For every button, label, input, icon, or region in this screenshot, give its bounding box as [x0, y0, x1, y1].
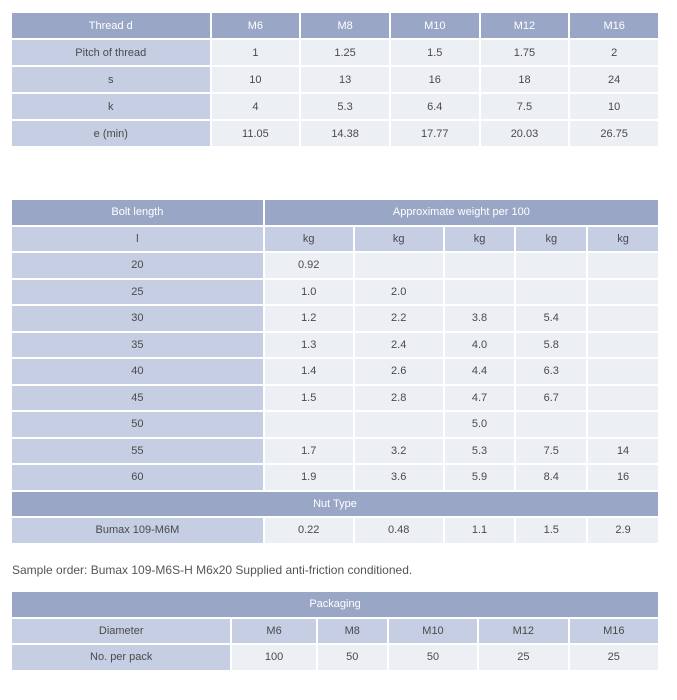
table-cell: 1.2 — [265, 306, 353, 331]
nut-label: Bumax 109-M6M — [12, 518, 263, 543]
table-cell: 4.4 — [445, 359, 515, 384]
table-cell — [516, 412, 586, 437]
nut-type-header: Nut Type — [12, 492, 658, 517]
table-cell: 1.3 — [265, 333, 353, 358]
table-cell — [265, 412, 353, 437]
table-cell: 26.75 — [570, 121, 658, 146]
table-cell — [588, 280, 658, 305]
unit-label: kg — [265, 227, 353, 252]
table-cell: 1.1 — [445, 518, 515, 543]
table-cell: 50 — [389, 645, 477, 670]
table-row — [12, 306, 658, 331]
table-cell: 7.5 — [516, 439, 586, 464]
row-label: Pitch of thread — [12, 40, 210, 65]
bolt-length-value: 20 — [12, 253, 263, 278]
table-cell: 4.0 — [445, 333, 515, 358]
table-cell: 18 — [481, 67, 569, 92]
table-header-row — [12, 13, 658, 38]
table-cell: 6.3 — [516, 359, 586, 384]
table-cell: 2.8 — [355, 386, 443, 411]
table-cell: 5.3 — [445, 439, 515, 464]
size-header: M6 — [232, 619, 315, 644]
table-row — [12, 439, 658, 464]
row-label: e (min) — [12, 121, 210, 146]
table-cell: 0.22 — [265, 518, 353, 543]
table-row — [12, 253, 658, 278]
table-cell — [355, 253, 443, 278]
table-cell: 1.5 — [265, 386, 353, 411]
bolt-length-header: Bolt length — [12, 200, 263, 225]
table-cell: 16 — [588, 465, 658, 490]
table-cell: 4.7 — [445, 386, 515, 411]
size-header: M8 — [301, 13, 389, 38]
table-cell: 2 — [570, 40, 658, 65]
table-cell: 7.5 — [481, 94, 569, 119]
row-label: s — [12, 67, 210, 92]
table-row — [12, 412, 658, 437]
table-cell: 3.6 — [355, 465, 443, 490]
bolt-length-value: 40 — [12, 359, 263, 384]
thread-dimensions-table — [10, 11, 660, 148]
table-cell — [588, 386, 658, 411]
table-cell — [516, 280, 586, 305]
bolt-length-value: 25 — [12, 280, 263, 305]
table-cell — [445, 253, 515, 278]
size-header: M12 — [481, 13, 569, 38]
table-cell — [445, 280, 515, 305]
unit-label: kg — [588, 227, 658, 252]
table-cell: 1.5 — [516, 518, 586, 543]
bolt-length-value: 45 — [12, 386, 263, 411]
table-cell: 24 — [570, 67, 658, 92]
table-row — [12, 94, 658, 119]
unit-label: kg — [445, 227, 515, 252]
table-header-row — [12, 592, 658, 617]
table-row — [12, 386, 658, 411]
table-cell — [588, 359, 658, 384]
table-cell: 1.0 — [265, 280, 353, 305]
nut-type-row — [12, 492, 658, 517]
bolt-length-value: 50 — [12, 412, 263, 437]
table-cell: 1.7 — [265, 439, 353, 464]
diameter-label: Diameter — [12, 619, 230, 644]
table-row — [12, 333, 658, 358]
bolt-length-value: 35 — [12, 333, 263, 358]
table-cell: 6.7 — [516, 386, 586, 411]
table-cell: 1.75 — [481, 40, 569, 65]
weight-header: Approximate weight per 100 — [265, 200, 658, 225]
per-pack-label: No. per pack — [12, 645, 230, 670]
size-header: M10 — [389, 619, 477, 644]
table-cell — [516, 253, 586, 278]
table-cell: 1 — [212, 40, 300, 65]
weight-table — [10, 198, 660, 545]
table-cell: 1.9 — [265, 465, 353, 490]
diameter-row — [12, 619, 658, 644]
table-cell: 5.9 — [445, 465, 515, 490]
table-cell: 14 — [588, 439, 658, 464]
l-label: l — [12, 227, 263, 252]
table-cell: 16 — [391, 67, 479, 92]
weight-rows — [12, 253, 658, 490]
table-cell: 3.2 — [355, 439, 443, 464]
table-cell: 1.25 — [301, 40, 389, 65]
table-cell: 10 — [570, 94, 658, 119]
table-cell: 2.9 — [588, 518, 658, 543]
table-cell: 14.38 — [301, 121, 389, 146]
table-cell: 10 — [212, 67, 300, 92]
table-cell: 50 — [318, 645, 387, 670]
table-cell: 2.2 — [355, 306, 443, 331]
table-cell: 2.6 — [355, 359, 443, 384]
table-row — [12, 280, 658, 305]
table-row — [12, 465, 658, 490]
table-cell: 13 — [301, 67, 389, 92]
table-cell: 0.48 — [355, 518, 443, 543]
table-cell — [588, 253, 658, 278]
size-header: M12 — [479, 619, 567, 644]
table-cell — [588, 306, 658, 331]
size-header: M8 — [318, 619, 387, 644]
table-cell: 1.5 — [391, 40, 479, 65]
packaging-table — [10, 590, 660, 672]
table-cell: 3.8 — [445, 306, 515, 331]
table-row — [12, 359, 658, 384]
table-header-row — [12, 200, 658, 225]
table-cell — [588, 333, 658, 358]
table-cell: 5.3 — [301, 94, 389, 119]
thread-d-header: Thread d — [12, 13, 210, 38]
table-cell: 5.4 — [516, 306, 586, 331]
unit-label: kg — [516, 227, 586, 252]
table-cell: 5.0 — [445, 412, 515, 437]
size-header: M6 — [212, 13, 300, 38]
table-cell: 20.03 — [481, 121, 569, 146]
table-cell: 2.4 — [355, 333, 443, 358]
size-header: M16 — [570, 13, 658, 38]
bolt-length-value: 55 — [12, 439, 263, 464]
table-cell: 25 — [570, 645, 658, 670]
table-cell: 25 — [479, 645, 567, 670]
table-cell — [588, 412, 658, 437]
table-cell: 1.4 — [265, 359, 353, 384]
table-cell: 100 — [232, 645, 315, 670]
table-cell: 11.05 — [212, 121, 300, 146]
size-header: M16 — [570, 619, 658, 644]
table-cell: 5.8 — [516, 333, 586, 358]
sample-order-text: Sample order: Bumax 109-M6S-H M6x20 Supplied anti-friction conditioned. — [12, 563, 413, 577]
table-cell: 6.4 — [391, 94, 479, 119]
table-cell: 4 — [212, 94, 300, 119]
bolt-length-value: 60 — [12, 465, 263, 490]
table-cell: 2.0 — [355, 280, 443, 305]
table-cell: 8.4 — [516, 465, 586, 490]
size-header: M10 — [391, 13, 479, 38]
table-cell: 17.77 — [391, 121, 479, 146]
unit-label: kg — [355, 227, 443, 252]
units-row — [12, 227, 658, 252]
table-row — [12, 518, 658, 543]
table-cell: 0.92 — [265, 253, 353, 278]
table-row — [12, 645, 658, 670]
packaging-title: Packaging — [12, 592, 658, 617]
table-row — [12, 40, 658, 65]
table-cell — [355, 412, 443, 437]
bolt-length-value: 30 — [12, 306, 263, 331]
table-row — [12, 67, 658, 92]
table-row — [12, 121, 658, 146]
row-label: k — [12, 94, 210, 119]
